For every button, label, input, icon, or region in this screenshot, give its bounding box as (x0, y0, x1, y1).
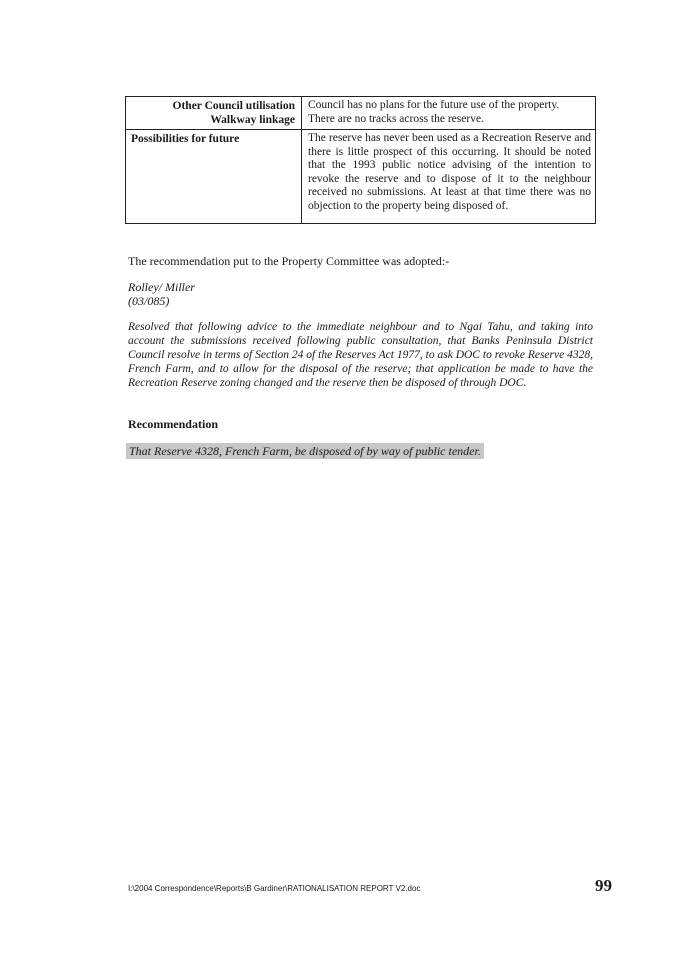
row-value (302, 97, 595, 129)
label-line: Walkway linkage (210, 114, 295, 126)
row-value: The reserve has never been used as a Recreation Reserve and there is little prospect of this occurring. It should be noted that the 1993 public notice advising of the intention to revoke the reserve and to dispose of it to the neighbour received no submissions. At least at that time there was no objection to the property being disposed of. (308, 132, 591, 212)
page-number: 99 (595, 876, 612, 895)
resolution-number: (03/085) (128, 294, 170, 308)
movers-block (128, 280, 195, 308)
recommendation-heading: Recommendation (128, 417, 218, 431)
row-label: Possibilities for future (126, 130, 302, 223)
value-line: There are no tracks across the reserve. (308, 112, 484, 125)
table-row (126, 97, 595, 129)
table-row (126, 129, 595, 223)
movers-names: Rolley/ Miller (128, 280, 195, 294)
label-line: Other Council utilisation (172, 100, 295, 112)
intro-paragraph: The recommendation put to the Property Committee was adopted:- (128, 254, 450, 268)
value-line: Council has no plans for the future use of the property. (308, 99, 560, 111)
recommendation-text: That Reserve 4328, French Farm, be disposed of by way of public tender. (126, 443, 484, 459)
footer-file-path: I:\2004 Correspondence\Reports\B Gardiner\RATIONALISATION REPORT V2.doc (128, 884, 421, 893)
row-label (126, 97, 302, 129)
resolution-paragraph: Resolved that following advice to the immediate neighbour and to Ngai Tahu, and taking into account the submissions received following public consultation, that Banks Peninsula District Council resolve in terms of Section 24 of the Reserves Act 1977, to ask DOC to revoke Reserve 4328, French Farm, and to allow for the disposal of the reserve; that application be made to have the Recreation Reserve zoning changed and the reserve then be disposed of through DOC. (128, 321, 593, 389)
property-table (125, 96, 596, 224)
